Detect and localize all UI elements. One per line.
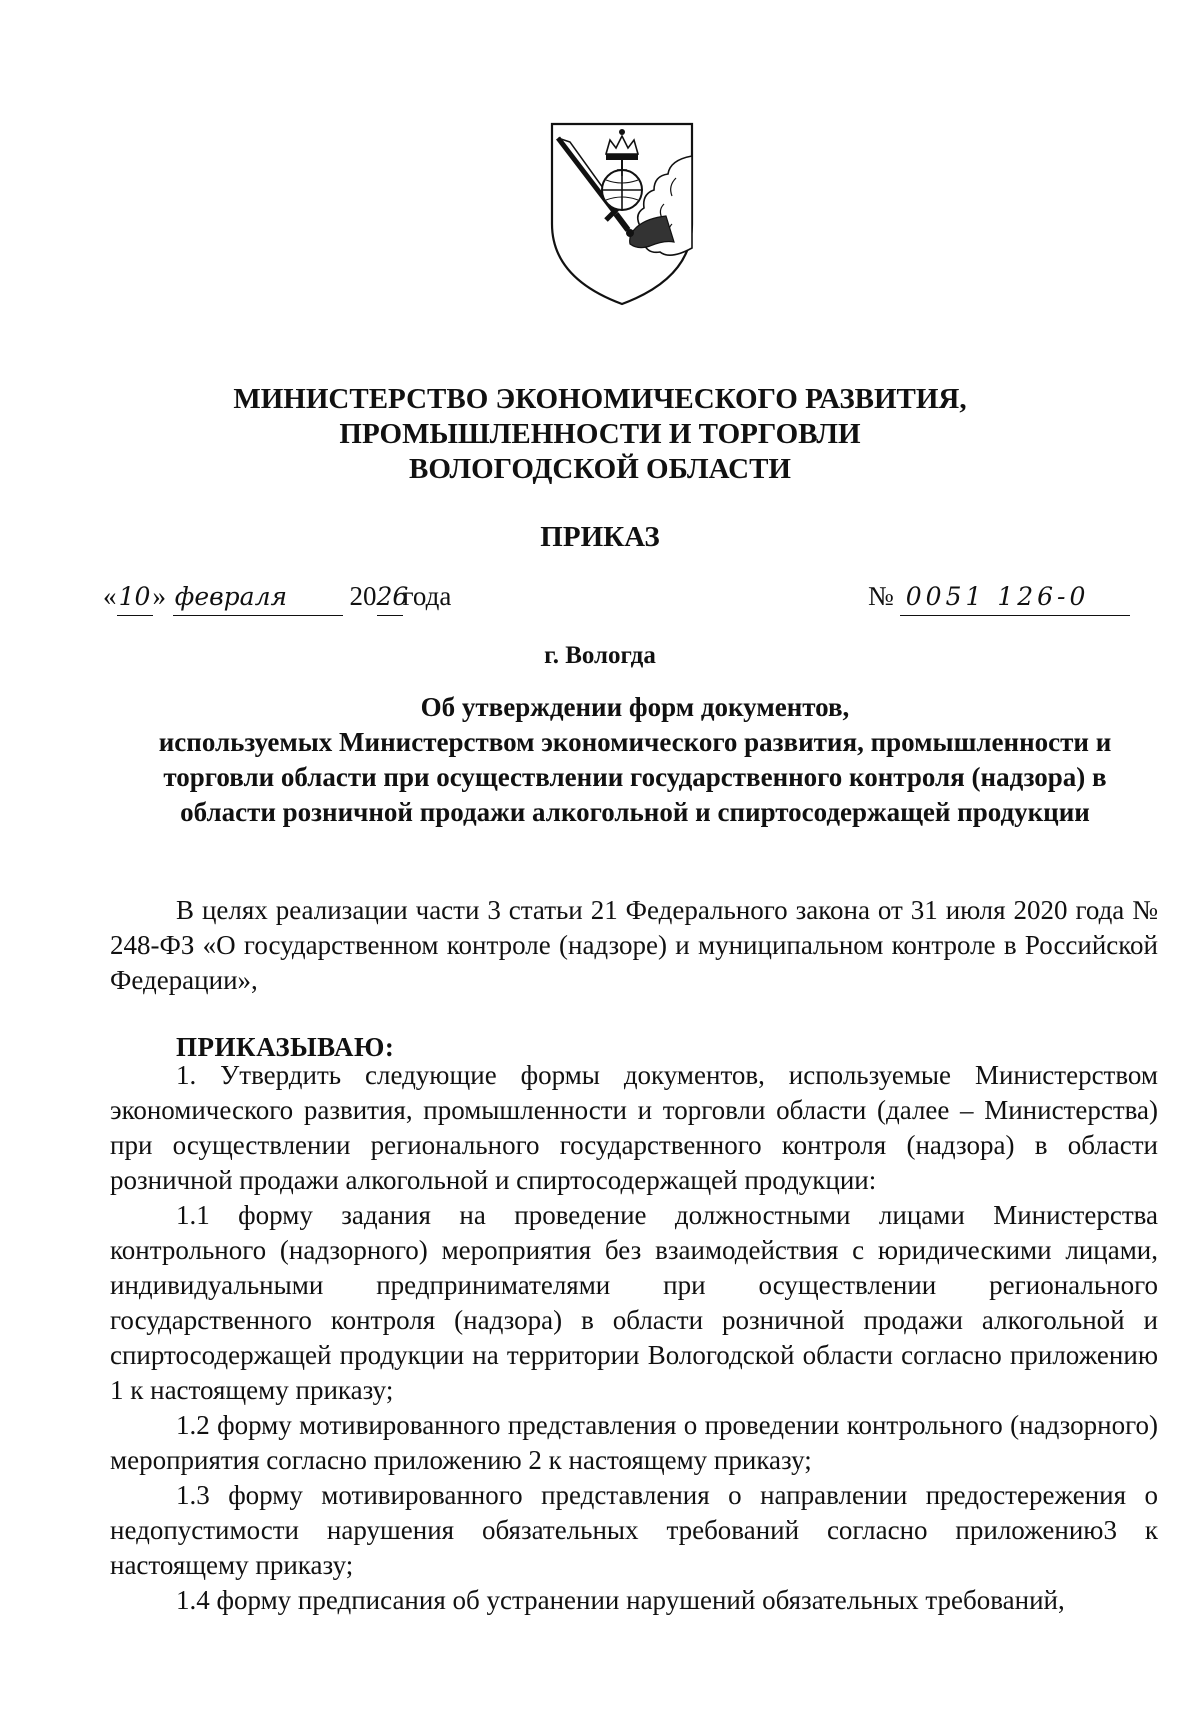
subject-line: торговли области при осуществлении государственного контроля (надзора) в [163, 762, 1107, 792]
order-item: 1.4 форму предписания об устранении нарушений обязательных требований, [176, 1585, 1065, 1615]
date-close-quote: » [152, 581, 166, 611]
date-day: 10 [117, 579, 153, 616]
city-label: г. Вологда [544, 642, 656, 669]
document-subject [110, 690, 1160, 830]
order-item: 1.2 форму мотивированного представления о проведении контрольного (надзорного) мероприятия согласно приложению 2 к настоящему приказу; [110, 1410, 1158, 1475]
ministry-line: ПРОМЫШЛЕННОСТИ И ТОРГОВЛИ [339, 418, 861, 450]
date-suffix: года [402, 581, 452, 611]
order-number: 0051 126-0 [900, 579, 1130, 616]
date-open-quote: « [103, 581, 117, 611]
order-item: 1. Утвердить следующие формы документов, используемые Министерством экономического развития, промышленности и торговли области (далее – Министерства) при осуществлении регионального государственного контроля (надзора) в области розничной продажи алкогольной и спиртосодержащей продукции: [110, 1060, 1158, 1195]
order-item: 1.3 форму мотивированного представления о направлении предостережения о недопустимости нарушения обязательных требований согласно приложению3 к настоящему приказу; [110, 1480, 1158, 1580]
ministry-header [200, 382, 1000, 487]
order-item: 1.1 форму задания на проведение должностными лицами Министерства контрольного (надзорного) мероприятия без взаимодействия с юридическими лицами, индивидуальными предпринимателями при осуществлении регионального государственного контроля (надзора) в области розничной продажи алкогольной и спиртосодержащей продукции на территории Вологодской области согласно приложению 1 к настоящему приказу; [110, 1200, 1158, 1405]
order-number-line [868, 578, 1158, 618]
date-month: февраля [173, 579, 343, 616]
date-century: 20 [349, 581, 377, 611]
ministry-line: ВОЛОГОДСКОЙ ОБЛАСТИ [409, 453, 791, 485]
number-sign: № [868, 581, 894, 611]
subject-line: области розничной продажи алкогольной и спиртосодержащей продукции [180, 797, 1090, 827]
date-line [103, 578, 483, 618]
date-year: 26 [377, 579, 403, 616]
ministry-line: МИНИСТЕРСТВО ЭКОНОМИЧЕСКОГО РАЗВИТИЯ, [233, 383, 967, 415]
preamble-paragraph: В целях реализации части 3 статьи 21 Федерального закона от 31 июля 2020 года № 248-ФЗ «О государственном контроле (надзоре) и муниципальном контроле в Российской Федерации», [110, 895, 1158, 995]
decree-heading: ПРИКАЗЫВАЮ: [176, 1032, 395, 1062]
order-items [110, 1058, 1158, 1618]
document-type: ПРИКАЗ [540, 521, 660, 553]
subject-line: используемых Министерством экономического развития, промышленности и [158, 727, 1112, 757]
vologda-coat-of-arms-icon [546, 120, 698, 306]
subject-line: Об утверждении форм документов, [420, 692, 850, 722]
